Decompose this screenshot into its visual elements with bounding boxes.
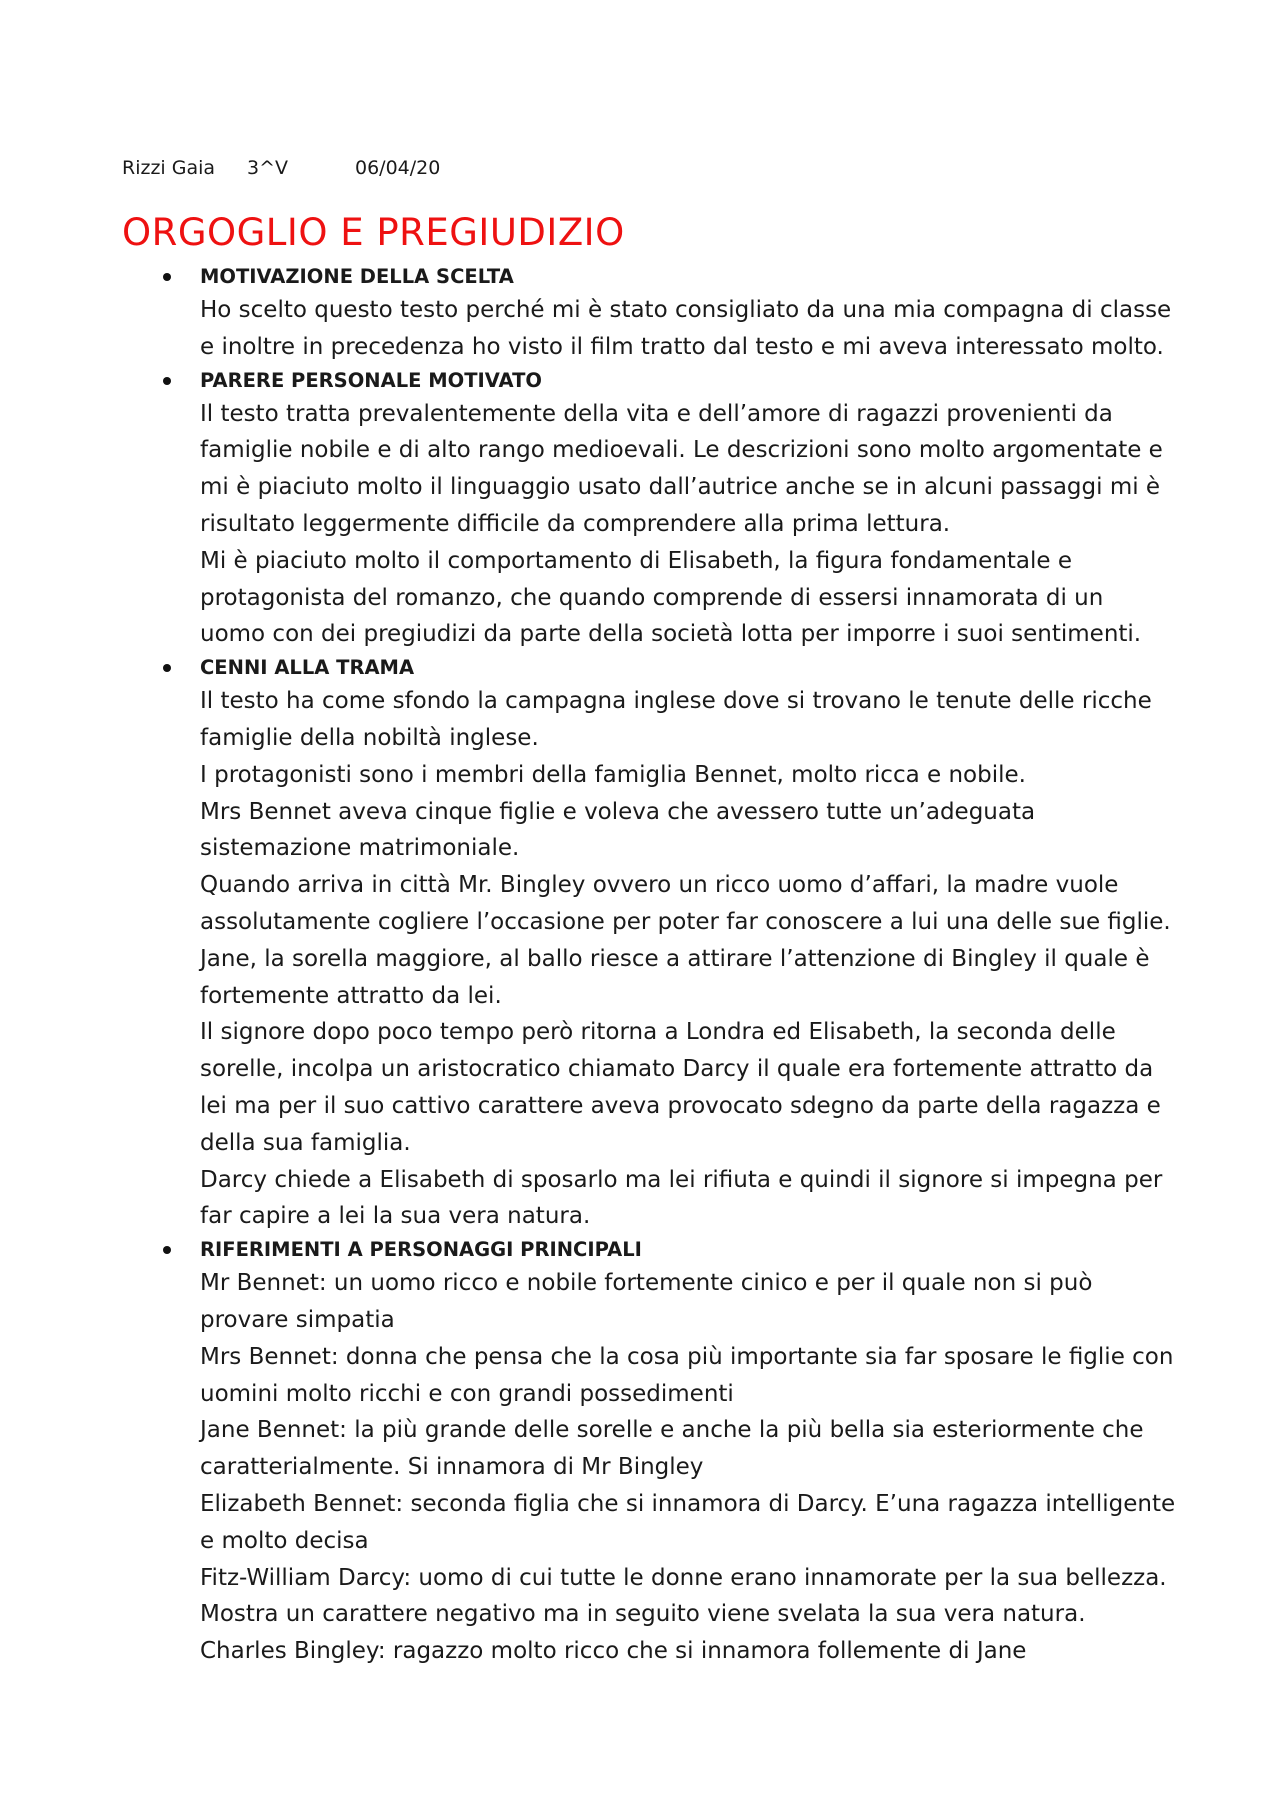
text-line: Fitz-William Darcy: uomo di cui tutte le donne erano innamorate per la sua bellezza. — [200, 1564, 1167, 1591]
document-date: 06/04/20 — [355, 157, 441, 179]
text-line: Charles Bingley: ragazzo molto ricco che si innamora follemente di Jane — [200, 1638, 1027, 1665]
text-line: I protagonisti sono i membri della famiglia Bennet, molto ricca e nobile. — [200, 761, 1026, 788]
section-1 — [0, 262, 1280, 366]
student-name: Rizzi Gaia — [122, 157, 216, 179]
text-line: caratterialmente. Si innamora di Mr Bingley — [200, 1454, 704, 1481]
document-header — [122, 154, 440, 182]
section-list — [0, 262, 1280, 1670]
text-line: e inoltre in precedenza ho visto il film tratto dal testo e mi aveva interessato molto. — [200, 333, 1164, 360]
document-title: ORGOGLIO E PREGIUDIZIO — [122, 211, 625, 254]
text-line: Il testo tratta prevalentemente della vita e dell’amore di ragazzi provenienti da — [200, 400, 1113, 427]
section-heading: RIFERIMENTI A PERSONAGGI PRINCIPALI — [200, 1238, 642, 1262]
text-line: Ho scelto questo testo perché mi è stato consigliato da una mia compagna di classe — [200, 297, 1172, 323]
text-line: Quando arriva in città Mr. Bingley ovvero un ricco uomo d’affari, la madre vuole — [200, 872, 1119, 899]
text-line: famiglie nobile e di alto rango medioevali. Le descrizioni sono molto argomentate e — [200, 437, 1163, 464]
bullet-icon — [163, 273, 171, 281]
text-line: risultato leggermente difficile da comprendere alla prima lettura. — [200, 510, 951, 537]
text-line: assolutamente cogliere l’occasione per poter far conoscere a lui una delle sue figlie. — [200, 908, 1171, 935]
text-line: Mrs Bennet aveva cinque figlie e voleva che avessero tutte un’adeguata — [200, 798, 1036, 825]
text-line: Il signore dopo poco tempo però ritorna a Londra ed Elisabeth, la seconda delle — [200, 1019, 1116, 1046]
text-line: della sua famiglia. — [200, 1129, 411, 1156]
text-line: uomo con dei pregiudizi da parte della società lotta per imporre i suoi sentimenti. — [200, 621, 1142, 648]
text-line: Mostra un carattere negativo ma in seguito viene svelata la sua vera natura. — [200, 1601, 1086, 1628]
text-line: provare simpatia — [200, 1306, 395, 1333]
text-line: sorelle, incolpa un aristocratico chiamato Darcy il quale era fortemente attratto da — [200, 1056, 1154, 1083]
text-line: fortemente attratto da lei. — [200, 982, 502, 1009]
text-line: famiglie della nobiltà inglese. — [200, 724, 539, 751]
student-class: 3^V — [247, 157, 289, 179]
text-line: lei ma per il suo cattivo carattere aveva provocato sdegno da parte della ragazza e — [200, 1092, 1161, 1119]
text-line: Il testo ha come sfondo la campagna inglese dove si trovano le tenute delle ricche — [200, 688, 1152, 715]
section-3 — [0, 653, 1280, 1235]
text-line: Darcy chiede a Elisabeth di sposarlo ma lei rifiuta e quindi il signore si impegna per — [200, 1166, 1163, 1193]
section-heading: PARERE PERSONALE MOTIVATO — [200, 368, 543, 392]
text-line: sistemazione matrimoniale. — [200, 835, 520, 862]
section-heading: CENNI ALLA TRAMA — [200, 656, 415, 680]
text-line: mi è piaciuto molto il linguaggio usato dall’autrice anche se in alcuni passaggi mi è — [200, 474, 1161, 501]
text-line: Mrs Bennet: donna che pensa che la cosa più importante sia far sposare le figlie con — [200, 1343, 1174, 1370]
text-line: Jane, la sorella maggiore, al ballo riesce a attirare l’attenzione di Bingley il quale è — [200, 945, 1150, 972]
section-2 — [0, 366, 1280, 654]
text-line: protagonista del romanzo, che quando comprende di essersi innamorata di un — [200, 584, 1104, 611]
text-line: Mi è piaciuto molto il comportamento di Elisabeth, la figura fondamentale e — [200, 547, 1073, 574]
text-line: Mr Bennet: un uomo ricco e nobile fortemente cinico e per il quale non si può — [200, 1270, 1093, 1297]
bullet-icon — [163, 377, 171, 385]
section-heading: MOTIVAZIONE DELLA SCELTA — [200, 265, 514, 288]
text-line: Elizabeth Bennet: seconda figlia che si innamora di Darcy. E’una ragazza intelligente — [200, 1490, 1176, 1517]
section-4 — [0, 1235, 1280, 1670]
text-line: far capire a lei la sua vera natura. — [200, 1203, 591, 1230]
text-line: Jane Bennet: la più grande delle sorelle e anche la più bella sia esteriormente che — [200, 1417, 1144, 1444]
text-line: e molto decisa — [200, 1527, 369, 1554]
text-line: uomini molto ricchi e con grandi possedimenti — [200, 1380, 734, 1407]
